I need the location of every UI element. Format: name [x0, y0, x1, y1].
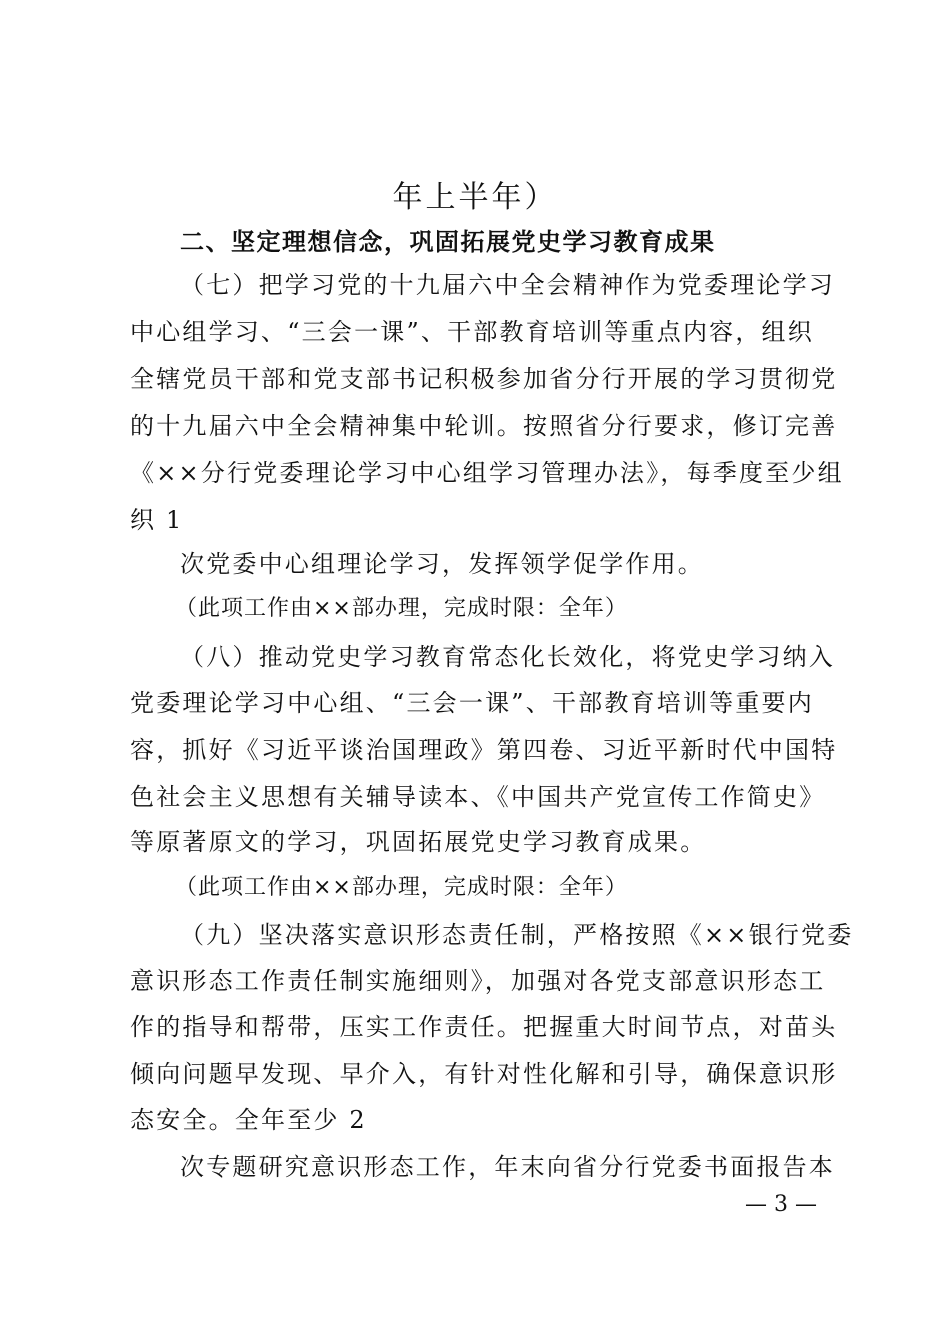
item-8-line-2: 党委理论学习中心组、“三会一课”、干部教育培训等重要内: [130, 689, 814, 717]
item-8-line-3: 容，抓好《习近平谈治国理政》第四卷、习近平新时代中国特: [130, 736, 838, 764]
item-9-line-3: 作的指导和帮带，压实工作责任。把握重大时间节点，对苗头: [130, 1013, 838, 1041]
item-8-line-5: 等原著原文的学习，巩固拓展党史学习教育成果。: [130, 828, 707, 856]
item-9-line-5: 态安全。全年至少 2: [130, 1106, 367, 1134]
item-7-line-5: 《××分行党委理论学习中心组学习管理办法》，每季度至少组: [130, 459, 844, 487]
item-7-line-4: 的十九届六中全会精神集中轮训。按照省分行要求，修订完善: [130, 412, 838, 440]
item-7-line-6: 织 1: [130, 506, 184, 534]
item-7-line-3: 全辖党员干部和党支部书记积极参加省分行开展的学习贯彻党: [130, 365, 838, 393]
item-7-note: （此项工作由××部办理，完成时限：全年）: [175, 596, 628, 621]
section-heading: 二、坚定理想信念，巩固拓展党史学习教育成果: [180, 228, 716, 256]
item-8-line-1: （八）推动党史学习教育常态化长效化，将党史学习纳入: [180, 643, 835, 671]
item-7-line-1: （七）把学习党的十九届六中全会精神作为党委理论学习: [180, 271, 835, 299]
item-8-line-4: 色社会主义思想有关辅导读本、《中国共产党宣传工作简史》: [130, 783, 826, 811]
page-number: — 3 —: [745, 1192, 817, 1217]
item-7-line-7: 次党委中心组理论学习，发挥领学促学作用。: [180, 550, 704, 578]
item-9-line-6: 次专题研究意识形态工作，年末向省分行党委书面报告本: [180, 1153, 835, 1181]
item-9-line-1: （九）坚决落实意识形态责任制，严格按照《××银行党委: [180, 921, 854, 949]
item-9-line-2: 意识形态工作责任制实施细则》，加强对各党支部意识形态工: [130, 967, 826, 995]
item-9-line-4: 倾向问题早发现、早介入，有针对性化解和引导，确保意识形: [130, 1060, 838, 1088]
item-7-line-2: 中心组学习、“三会一课”、干部教育培训等重点内容，组织: [130, 318, 814, 346]
item-8-note: （此项工作由××部办理，完成时限：全年）: [175, 875, 628, 900]
continuation-title: 年上半年）: [392, 180, 558, 215]
